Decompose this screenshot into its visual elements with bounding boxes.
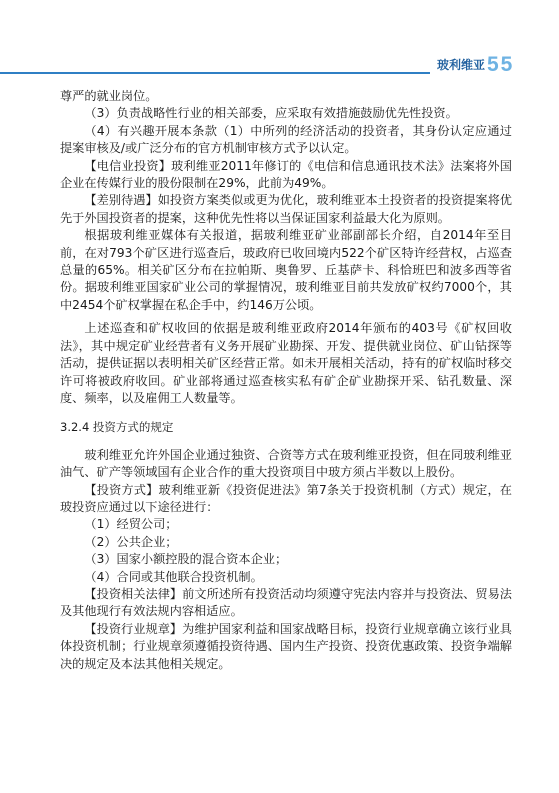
paragraph: 玻利维亚允许外国企业通过独资、合资等方式在玻利维亚投资，但在同玻利维亚油气、矿产等领域国有企业合作的重大投资项目中玻方须占半数以上股份。 [60, 447, 512, 480]
list-item: （1）经贸公司； [84, 517, 178, 532]
running-header-country: 玻利维亚 [437, 58, 486, 72]
paragraph: 【投资方式】玻利维亚新《投资促进法》第7条关于投资机制（方式）规定，在玻投资应通过以下途径进行： [60, 482, 512, 514]
paragraph: 【投资相关法律】前文所述所有投资活动均须遵守宪法内容并与投资法、贸易法及其他现行有效法规内容相适应。 [60, 586, 512, 619]
paragraph: （4）有兴趣开展本条款（1）中所列的经济活动的投资者，其身份认定应通过提案审核及/或广泛分布的官方机制审核方式予以认定。 [60, 123, 512, 156]
page-number: 55 [487, 53, 515, 76]
paragraph: 根据玻利维亚媒体有关报道，据玻利维亚矿业部副部长介绍，自2014年至目前，在对793个矿区进行巡查后，玻政府已收回境内522个矿区特许经营权，占巡查总量的65%。相关矿区分布在拉帕斯、奥鲁罗、丘基萨卡、科恰班巴和波多西等省份。据玻利维亚国家矿业公司的掌握情况，玻利维亚目前共发放矿权约7000个，其中2454个矿权掌握在私企手中，约146万公顷。 [60, 228, 512, 312]
section-heading: 3.2.4 投资方式的规定 [60, 420, 174, 435]
paragraph: 【差别待遇】如投资方案类似或更为优化，玻利维亚本土投资者的投资提案将优先于外国投资者的提案，这种优先性将以当保证国家利益最大化为原则。 [60, 193, 512, 225]
paragraph: 尊严的就业岗位。 [60, 89, 158, 103]
header-rule [0, 72, 430, 74]
paragraph: （3）负责战略性行业的相关部委，应采取有效措施鼓励优先性投资。 [84, 106, 458, 121]
paragraph: 上述巡查和矿权收回的依据是玻利维亚政府2014年颁布的403号《矿权回收法》，其中规定矿业经营者有义务开展矿业勘探、开发、提供就业岗位、矿山钻探等活动，提供证据以表明相关矿区经营正常。如未开展相关活动，持有的矿权临时移交许可将被政府收回。矿业部将通过巡查核实私有矿企矿业勘探开采、钻孔数量、深度、频率，以及雇佣工人数量等。 [60, 321, 512, 405]
list-item: （2）公共企业； [84, 534, 178, 549]
paragraph: 【电信业投资】玻利维亚2011年修订的《电信和信息通讯技术法》法案将外国企业在传媒行业的股份限制在29%，此前为49%。 [60, 158, 512, 191]
paragraph: 【投资行业规章】为维护国家利益和国家战略目标，投资行业规章确立该行业具体投资机制；行业规章须遵循投资待遇、国内生产投资、投资优惠政策、投资争端解决的规定及本法其他相关规定。 [60, 621, 512, 671]
page-body [60, 88, 512, 673]
list-item: （4）合同或其他联合投资机制。 [84, 569, 263, 584]
list-item: （3）国家小额控股的混合资本企业； [84, 552, 288, 567]
